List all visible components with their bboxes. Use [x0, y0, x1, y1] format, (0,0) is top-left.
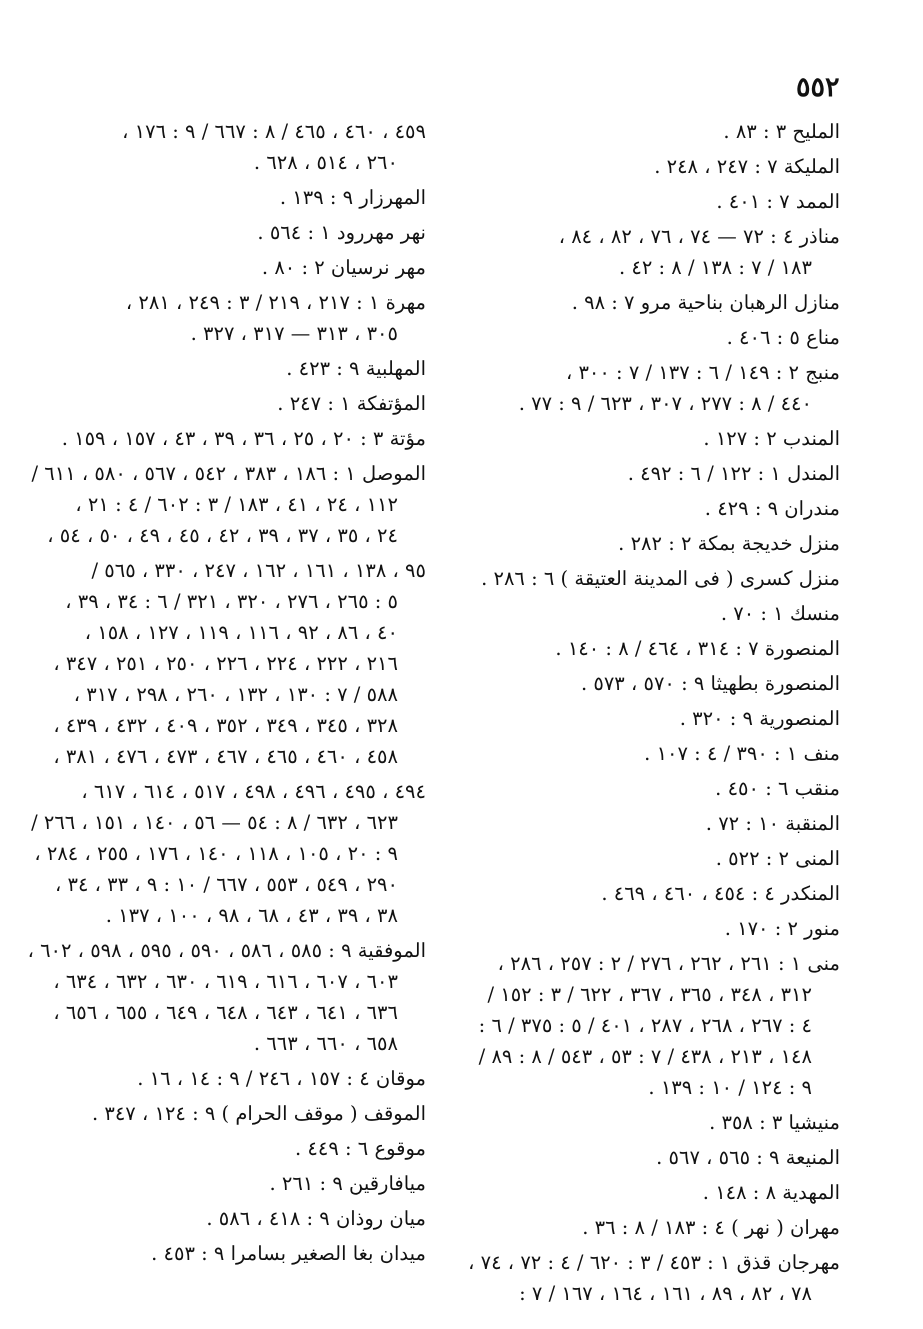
entry-line: الموقف ( موقف الحرام ) ٩ : ١٢٤ ، ٣٤٧ . — [91, 1102, 426, 1125]
entry-continuation-line: ٣٢٨ ، ٣٤٥ ، ٣٤٩ ، ٣٥٢ ، ٤٠٩ ، ٤٣٢ ، ٤٣٩ ، — [53, 714, 398, 737]
index-entry — [462, 808, 840, 839]
entry-line: منزل خديجة بمكة ٢ : ٢٨٢ . — [618, 532, 840, 555]
entry-line: مهرة ١ : ٢١٧ ، ٢١٩ / ٣ : ٢٤٩ ، ٢٨١ ، — [125, 291, 426, 314]
entry-line: منازل الرهبان بناحية مرو ٧ : ٩٨ . — [571, 291, 840, 314]
index-entry — [64, 1238, 426, 1269]
index-entry — [462, 668, 840, 699]
entry-line: منبج ٢ : ١٤٩ / ٦ : ١٣٧ / ٧ : ٣٠٠ ، — [565, 361, 840, 384]
index-entry — [462, 913, 840, 944]
entry-line: منى ١ : ٢٦١ ، ٢٦٢ ، ٢٧٦ / ٢ : ٢٥٧ ، ٢٨٦ ، — [497, 952, 840, 975]
entry-continuation-line: ٦٣٦ ، ٦٤١ ، ٦٤٣ ، ٦٤٨ ، ٦٤٩ ، ٦٥٥ ، ٦٥٦ ، — [53, 1001, 398, 1024]
entry-line: منف ١ : ٣٩٠ / ٤ : ١٠٧ . — [644, 742, 840, 765]
entry-line: منزل كسرى ( فى المدينة العتيقة ) ٦ : ٢٨٦ . — [481, 567, 840, 590]
index-entry — [462, 287, 840, 318]
index-entry — [64, 252, 426, 283]
index-entry — [462, 151, 840, 182]
index-entry — [462, 493, 840, 524]
index-entry — [53, 555, 426, 772]
index-entry — [462, 843, 840, 874]
entry-continuation-line: ٢٦٠ ، ٥١٤ ، ٦٢٨ . — [253, 151, 398, 174]
entry-line: منور ٢ : ١٧٠ . — [724, 917, 840, 940]
entry-line: نهر مهررود ١ : ٥٦٤ . — [257, 221, 426, 244]
entry-continuation-line: ٥ : ٢٦٥ ، ٢٧٦ ، ٣٢٠ ، ٣٢١ / ٦ : ٣٤ ، ٣٩ ، — [65, 590, 398, 613]
index-entry — [64, 353, 426, 384]
index-entry — [462, 458, 840, 489]
entry-line: موقوع ٦ : ٤٤٩ . — [294, 1137, 426, 1160]
entry-line: المنصورية ٩ : ٣٢٠ . — [679, 707, 840, 730]
index-entry — [64, 1203, 426, 1234]
entry-continuation-line: ٤ : ٢٦٧ ، ٢٦٨ ، ٢٨٧ ، ٤٠١ / ٥ : ٣٧٥ / ٦ : — [478, 1014, 812, 1037]
entry-line: المنقبة ١٠ : ٧٢ . — [705, 812, 840, 835]
entry-continuation-line: ٣١٢ ، ٣٤٨ ، ٣٦٥ ، ٣٦٧ ، ٦٢٢ / ٣ : ١٥٢ / — [487, 983, 812, 1006]
entry-line: ميافارقين ٩ : ٢٦١ . — [269, 1172, 426, 1195]
index-entry — [462, 322, 840, 353]
index-entry — [31, 458, 426, 551]
index-entry — [462, 186, 840, 217]
index-entry — [462, 1212, 840, 1243]
entry-continuation-line: ٤٠ ، ٨٦ ، ٩٢ ، ١١٦ ، ١١٩ ، ١٢٧ ، ١٥٨ ، — [84, 621, 398, 644]
index-entry — [462, 773, 840, 804]
entry-line: منسك ١ : ٧٠ . — [720, 602, 840, 625]
right-column — [462, 116, 840, 1313]
index-entry — [462, 1247, 840, 1309]
entry-line: موقان ٤ : ١٥٧ ، ٢٤٦ / ٩ : ١٤ ، ١٦ . — [137, 1067, 426, 1090]
entry-line: المندل ١ : ١٢٢ / ٦ : ٤٩٢ . — [627, 462, 840, 485]
entry-line: الموصل ١ : ١٨٦ ، ٣٨٣ ، ٥٤٢ ، ٥٦٧ ، ٥٨٠ ، ٦١١ / — [31, 462, 426, 485]
entry-line: المنكدر ٤ : ٤٥٤ ، ٤٦٠ ، ٤٦٩ . — [601, 882, 840, 905]
index-entry — [462, 948, 840, 1103]
entry-line: المندب ٢ : ١٢٧ . — [703, 427, 840, 450]
entry-line: الموفقية ٩ : ٥٨٥ ، ٥٨٦ ، ٥٩٠ ، ٥٩٥ ، ٥٩٨ ، ٦٠٢ ، — [27, 939, 426, 962]
index-entry — [462, 563, 840, 594]
entry-continuation-line: ٥٨٨ / ٧ : ١٣٠ ، ١٣٢ ، ٢٦٠ ، ٢٩٨ ، ٣١٧ ، — [73, 683, 398, 706]
entry-line: ميدان بغا الصغير بسامرا ٩ : ٤٥٣ . — [151, 1242, 426, 1265]
entry-line: المليح ٣ : ٨٣ . — [723, 120, 840, 143]
index-entry — [462, 1142, 840, 1173]
entry-line: المليكة ٧ : ٢٤٧ ، ٢٤٨ . — [654, 155, 840, 178]
index-entry — [64, 287, 426, 349]
entry-continuation-line: ١٨٣ / ٧ : ١٣٨ / ٨ : ٤٢ . — [618, 256, 812, 279]
entry-continuation-line: ٦٠٣ ، ٦٠٧ ، ٦١٦ ، ٦١٩ ، ٦٣٠ ، ٦٣٢ ، ٦٣٤ ، — [53, 970, 398, 993]
entry-line: ٩٥ ، ١٣٨ ، ١٦١ ، ١٦٢ ، ٢٤٧ ، ٣٣٠ ، ٥٦٥ / — [91, 559, 426, 582]
entry-line: مؤتة ٣ : ٢٠ ، ٢٥ ، ٣٦ ، ٣٩ ، ٤٣ ، ١٥٧ ، ١٥٩ . — [61, 427, 426, 450]
entry-line: منيشيا ٣ : ٣٥٨ . — [709, 1111, 840, 1134]
entry-continuation-line: ٤٥٨ ، ٤٦٠ ، ٤٦٥ ، ٤٦٧ ، ٤٧٣ ، ٤٧٦ ، ٣٨١ ، — [53, 745, 398, 768]
entry-continuation-line: ٢٩٠ ، ٥٤٩ ، ٥٥٣ ، ٦٦٧ / ١٠ : ٩ ، ٣٣ ، ٣٤ ، — [55, 873, 398, 896]
index-entry — [462, 528, 840, 559]
entry-line: المهرزار ٩ : ١٣٩ . — [279, 186, 426, 209]
entry-continuation-line: ٣٨ ، ٣٩ ، ٤٣ ، ٦٨ ، ٩٨ ، ١٠٠ ، ١٣٧ . — [105, 904, 398, 927]
index-entry — [27, 935, 426, 1059]
entry-continuation-line: ٤٤٠ / ٨ : ٢٧٧ ، ٣٠٧ ، ٦٢٣ / ٩ : ٧٧ . — [518, 392, 812, 415]
entry-line: المنيعة ٩ : ٥٦٥ ، ٥٦٧ . — [656, 1146, 840, 1169]
index-entry — [64, 1063, 426, 1094]
entry-line: مندران ٩ : ٤٢٩ . — [704, 497, 840, 520]
entry-line: المهدية ٨ : ١٤٨ . — [702, 1181, 840, 1204]
entry-line: مهران ( نهر ) ٤ : ١٨٣ / ٨ : ٣٦ . — [582, 1216, 840, 1239]
entry-line: المنصورة بطهيثا ٩ : ٥٧٠ ، ٥٧٣ . — [580, 672, 840, 695]
index-entry — [462, 878, 840, 909]
entry-line: الممد ٧ : ٤٠١ . — [716, 190, 840, 213]
index-entry — [462, 116, 840, 147]
entry-line: منقب ٦ : ٤٥٠ . — [715, 777, 840, 800]
index-entry — [462, 357, 840, 419]
index-entry — [61, 423, 426, 454]
index-entry — [31, 776, 426, 931]
entry-line: المؤتفكة ١ : ٢٤٧ . — [277, 392, 426, 415]
index-entry — [64, 217, 426, 248]
entry-continuation-line: ٧٨ ، ٨٢ ، ٨٩ ، ١٦١ ، ١٦٤ ، ١٦٧ / ٧ : — [519, 1282, 812, 1305]
entry-continuation-line: ١١٢ ، ٢٤ ، ٤١ ، ١٨٣ / ٣ : ٦٠٢ / ٤ : ٢١ ، — [75, 493, 398, 516]
index-entry — [462, 633, 840, 664]
entry-line: ميان روذان ٩ : ٤١٨ ، ٥٨٦ . — [206, 1207, 426, 1230]
entry-line: المنصورة ٧ : ٣١٤ ، ٤٦٤ / ٨ : ١٤٠ . — [555, 637, 840, 660]
index-entry — [64, 116, 426, 178]
entry-line: المهلبية ٩ : ٤٢٣ . — [286, 357, 426, 380]
entry-line: ٤٥٩ ، ٤٦٠ ، ٤٦٥ / ٨ : ٦٦٧ / ٩ : ١٧٦ ، — [122, 120, 426, 143]
index-entry — [64, 388, 426, 419]
entry-line: مناع ٥ : ٤٠٦ . — [726, 326, 840, 349]
index-entry — [462, 423, 840, 454]
entry-continuation-line: ٩ : ٢٠ ، ١٠٥ ، ١١٨ ، ١٤٠ ، ١٧٦ ، ٢٥٥ ، ٢٨٤ ، — [34, 842, 398, 865]
entry-line: مناذر ٤ : ٧٢ — ٧٤ ، ٧٦ ، ٨٢ ، ٨٤ ، — [558, 225, 840, 248]
index-entry — [64, 1098, 426, 1129]
entry-line: المنى ٢ : ٥٢٢ . — [715, 847, 840, 870]
page-number: ٥٥٢ — [796, 72, 840, 103]
index-entry — [462, 1177, 840, 1208]
index-entry — [462, 598, 840, 629]
left-column — [27, 116, 426, 1273]
entry-continuation-line: ٣٠٥ ، ٣١٣ — ٣١٧ ، ٣٢٧ . — [190, 322, 398, 345]
entry-continuation-line: ٦٢٣ ، ٦٣٢ / ٨ : ٥٤ — ٥٦ ، ١٤٠ ، ١٥١ ، ٢٦٦ / — [31, 811, 398, 834]
index-entry — [462, 1107, 840, 1138]
entry-continuation-line: ٢٤ ، ٣٥ ، ٣٧ ، ٣٩ ، ٤٢ ، ٤٥ ، ٤٩ ، ٥٠ ، ٥٤ ، — [47, 524, 398, 547]
entry-continuation-line: ٩ : ١٢٤ / ١٠ : ١٣٩ . — [648, 1076, 812, 1099]
index-entry — [462, 221, 840, 283]
entry-line: مهر نرسيان ٢ : ٨٠ . — [261, 256, 426, 279]
index-entry — [462, 703, 840, 734]
index-entry — [64, 182, 426, 213]
entry-continuation-line: ١٤٨ ، ٢١٣ ، ٤٣٨ / ٧ : ٥٣ ، ٥٤٣ / ٨ : ٨٩ / — [478, 1045, 812, 1068]
entry-continuation-line: ٢١٦ ، ٢٢٢ ، ٢٢٤ ، ٢٢٦ ، ٢٥٠ ، ٢٥١ ، ٣٤٧ ، — [53, 652, 398, 675]
entry-line: ٤٩٤ ، ٤٩٥ ، ٤٩٦ ، ٤٩٨ ، ٥١٧ ، ٦١٤ ، ٦١٧ ، — [81, 780, 426, 803]
index-entry — [64, 1168, 426, 1199]
entry-continuation-line: ٦٥٨ ، ٦٦٠ ، ٦٦٣ . — [253, 1032, 398, 1055]
entry-line: مهرجان قذق ١ : ٤٥٣ / ٣ : ٦٢٠ / ٤ : ٧٢ ، ٧٤ ، — [468, 1251, 840, 1274]
index-entry — [64, 1133, 426, 1164]
index-entry — [462, 738, 840, 769]
